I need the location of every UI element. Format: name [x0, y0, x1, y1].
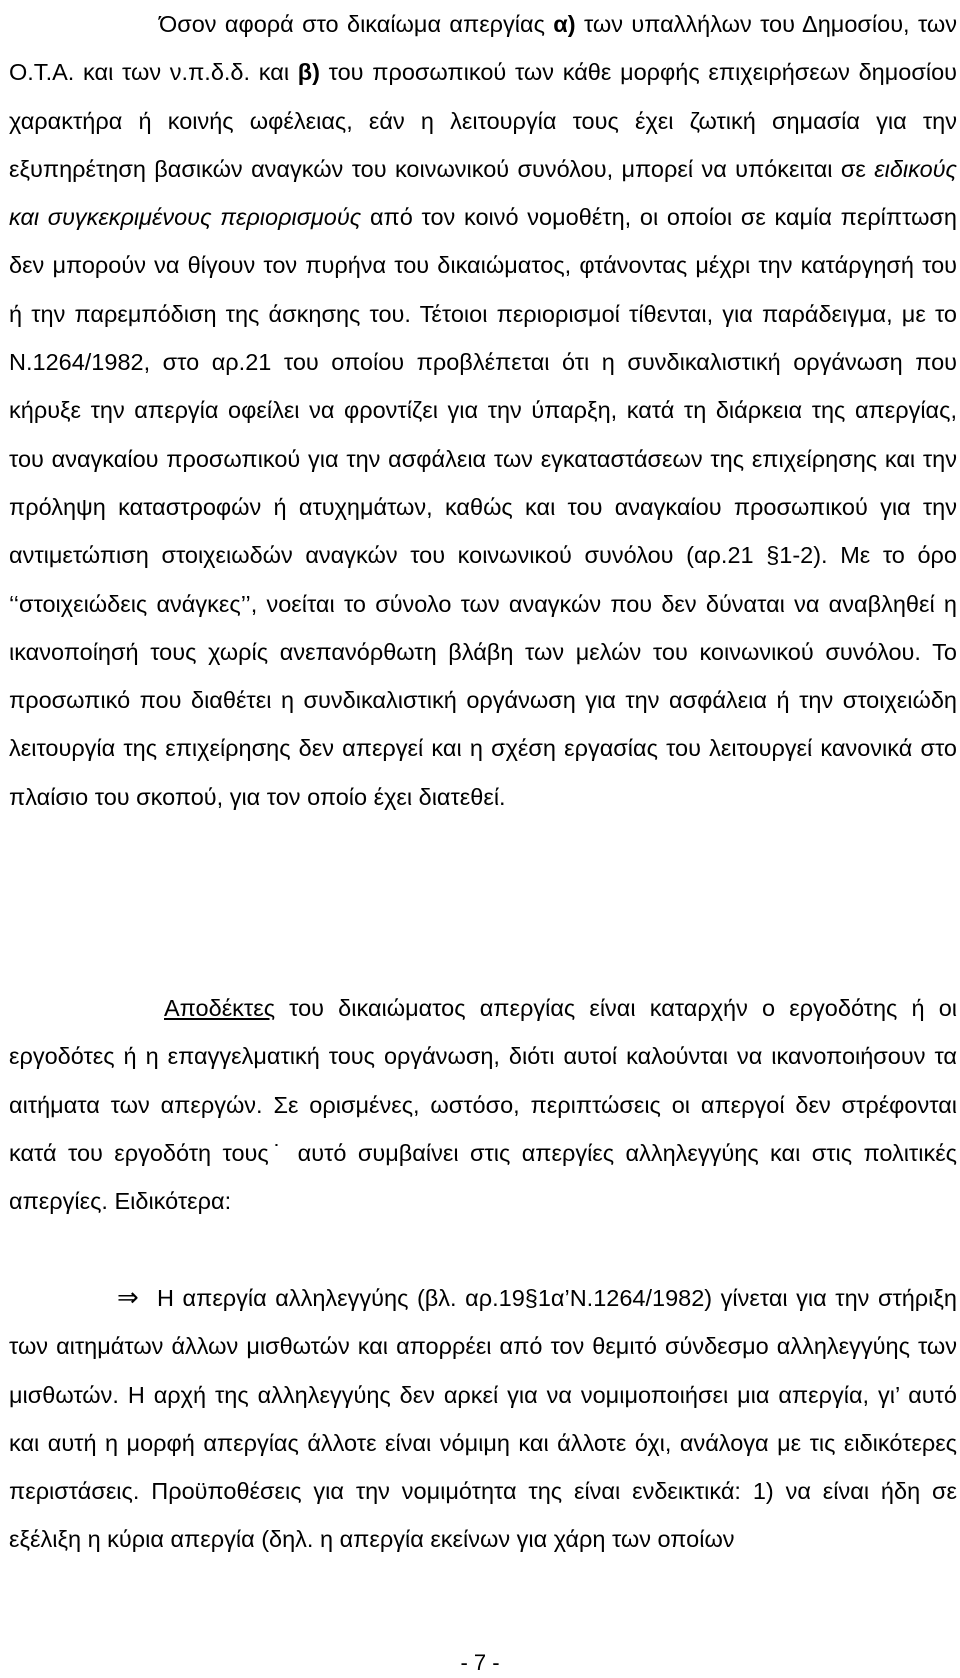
list-marker-a: α): [553, 11, 576, 37]
emphasis-specific-restrictions: ειδικούς και συγκεκριμένους περιορισμούς: [9, 155, 957, 231]
paragraph-2-text: του δικαιώματος απεργίας είναι καταρχήν ο εργοδότης ή οι εργοδότες ή η επαγγελματική τους οργάνωση, διότι αυτοί καλούνται να ικανοποιήσουν τα αιτήματα των απεργών. Σε ορισμένες, ωστόσο, περιπτώσεις οι απεργοί δεν στρέφονται κατά του εργοδότη τους˙ αυτό συμβαίνει στις απεργίες αλληλεγγύης και στις πολιτικές απεργίες. Ειδικότερα:: [9, 995, 957, 1215]
double-arrow-icon: ⇒: [117, 1283, 139, 1313]
paragraph-1-text: του προσωπικού των κάθε μορφής επιχειρήσεων δημοσίου χαρακτήρα ή κοινής ωφέλειας, εάν η λειτουργία τους έχει ζωτική σημασία για την εξυπηρέτηση βασικών αναγκών του κοινωνικού συνόλου, μπορεί να υπόκειται σε: [9, 59, 957, 182]
underlined-term-recipients: Αποδέκτες: [164, 995, 276, 1021]
paragraph-1-text: από τον κοινό νομοθέτη, οι οποίοι σε καμία περίπτωση δεν μπορούν να θίγουν τον πυρήνα του δικαιώματος, φτάνοντας μέχρι την κατάργησή του ή την παρεμπόδιση της άσκησης του. Τέτοιοι περιορισμοί τίθενται, για παράδειγμα, με το Ν.1264/1982, στο αρ.21 του οποίου προβλέπεται ότι η συνδικαλιστική οργάνωση που κήρυξε την απεργία οφείλει να φροντίζει για την ύπαρξη, κατά τη διάρκεια της απεργίας, του αναγκαίου προσωπικού για την ασφάλεια των εγκαταστάσεων της επιχείρησης και την πρόληψη καταστροφών ή ατυχημάτων, καθώς και του αναγκαίου προσωπικού για την αντιμετώπιση στοιχειωδών αναγκών του κοινωνικού συνόλου (αρ.21 §1-2). Με το όρο ‘‘στοιχειώδεις ανάγκες’’, νοείται το σύνολο των αναγκών που δεν δύναται να αναβληθεί η ικανοποίησή τους χωρίς ανεπανόρθωτη βλάβη των μελών του κοινωνικού συνόλου. Το προσωπικό που διαθέτει η συνδικαλιστική οργάνωση για την ασφάλεια ή την στοιχειώδη λειτουργία της επιχείρησης δεν απεργεί και η σχέση εργασίας του λειτουργεί κανονικά στο πλαίσιο του σκοπού, για τον οποίο έχει διατεθεί.: [9, 204, 957, 810]
bullet-text: Η απεργία αλληλεγγύης (βλ. αρ.19§1α’Ν.1264/1982) γίνεται για την στήριξη των αιτημάτων άλλων μισθωτών και απορρέει από τον θεμιτό σύνδεσμο αλληλεγγύης των μισθωτών. Η αρχή της αλληλεγγύης δεν αρκεί για να νομιμοποιήσει μια απεργία, γι’ αυτό και αυτή η μορφή απεργίας άλλοτε είναι νόμιμη και άλλοτε όχι, ανάλογα με τις ειδικότερες περιστάσεις. Προϋποθέσεις για την νομιμότητα της είναι ενδεικτικά: 1) να είναι ήδη σε εξέλιξη η κύρια απεργία (δηλ. η απεργία εκείνων για χάρη των οποίων: [9, 1285, 957, 1553]
list-marker-b: β): [297, 59, 320, 86]
paragraph-strike-recipients: [9, 984, 957, 1225]
paragraph-1-text: Όσον αφορά στο δικαίωμα απεργίας: [159, 11, 554, 37]
paragraph-strike-restrictions: [9, 0, 957, 821]
bullet-solidarity-strike: [9, 1274, 957, 1564]
paragraph-1-text: των υπαλλήλων του Δημοσίου, των Ο.Τ.Α. και των ν.π.δ.δ. και: [9, 11, 957, 86]
page-number: - 7 -: [460, 1650, 500, 1675]
